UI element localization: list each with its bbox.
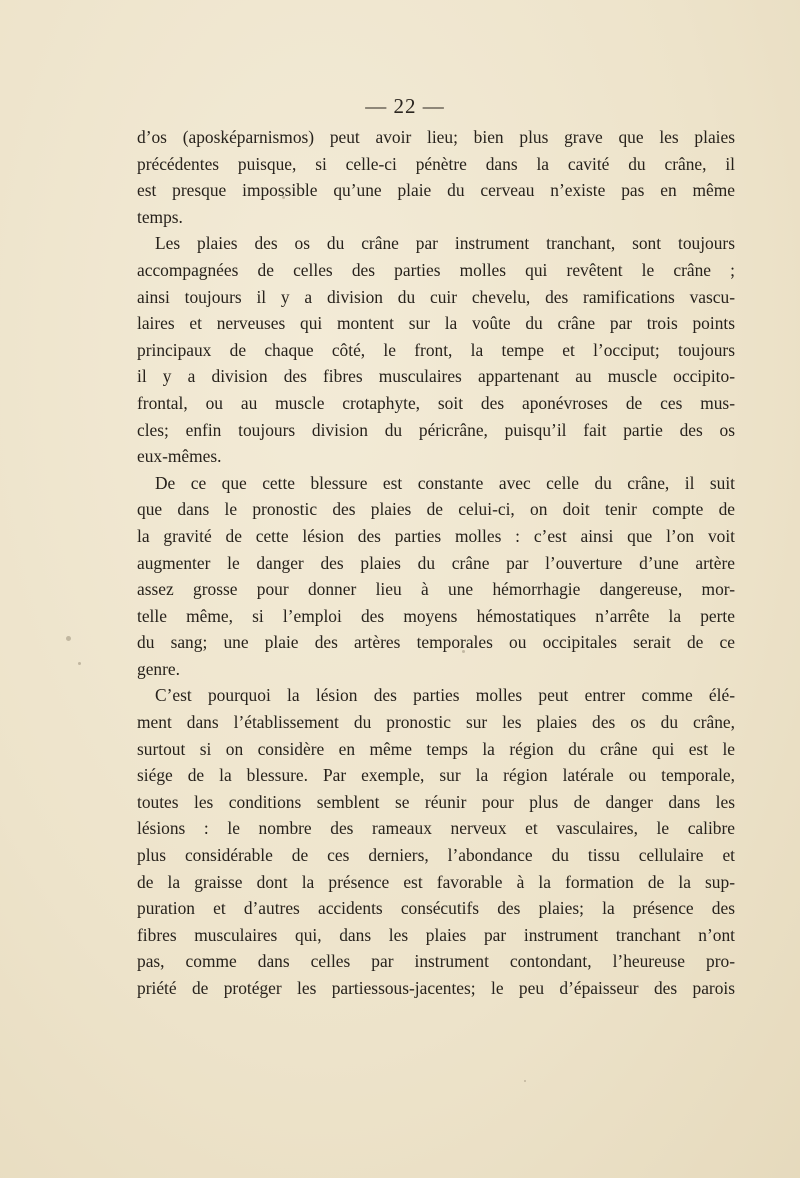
- text-line: de la graisse dont la présence est favorable à la formation de la sup-: [137, 871, 735, 892]
- text-line: surtout si on considère en même temps la région du crâne qui est le: [137, 738, 735, 759]
- text-line: eux-mêmes.: [137, 446, 222, 467]
- text-line: que dans le pronostic des plaies de celui-ci, on doit tenir compte de: [137, 499, 735, 520]
- text-line: d’os (aposképarnismos) peut avoir lieu; bien plus grave que les plaies: [137, 127, 735, 147]
- text-line: fibres musculaires qui, dans les plaies par instrument tranchant n’ont: [137, 924, 735, 945]
- paragraph-4: [137, 682, 735, 1001]
- text-line: assez grosse pour donner lieu à une hémorrhagie dangereuse, mor-: [137, 579, 735, 600]
- text-line: précédentes puisque, si celle-ci pénètre dans la cavité du crâne, il: [137, 153, 735, 174]
- text-line: De ce que cette blessure est constante avec celle du crâne, il suit: [155, 472, 735, 493]
- text-line: genre.: [137, 658, 180, 679]
- text-line: laires et nerveuses qui montent sur la voûte du crâne par trois points: [137, 313, 735, 334]
- text-line: priété de protéger les partiessous-jacentes; le peu d’épaisseur des parois: [137, 978, 735, 998]
- paper-speck: [462, 650, 465, 653]
- text-line: telle même, si l’emploi des moyens hémostatiques n’arrête la perte: [137, 605, 735, 626]
- text-line: frontal, ou au muscle crotaphyte, soit des aponévroses de ces mus-: [137, 392, 735, 413]
- page-number: — 22 —: [365, 94, 445, 118]
- body-text: [137, 124, 735, 1002]
- paper-speck: [66, 636, 71, 641]
- text-line: principaux de chaque côté, le front, la tempe et l’occiput; toujours: [137, 339, 735, 360]
- text-line: cles; enfin toujours division du péricrâne, puisqu’il fait partie des os: [137, 419, 735, 440]
- text-line: lésions : le nombre des rameaux nerveux et vasculaires, le calibre: [137, 818, 735, 839]
- text-line: pas, comme dans celles par instrument contondant, l’heureuse pro-: [137, 951, 735, 972]
- text-line: C’est pourquoi la lésion des parties molles peut entrer comme élé-: [155, 685, 735, 706]
- text-line: toutes les conditions semblent se réunir pour plus de danger dans les: [137, 791, 735, 812]
- text-line: plus considérable de ces derniers, l’abondance du tissu cellulaire et: [137, 845, 735, 866]
- paper-speck: [282, 196, 285, 199]
- text-line: il y a division des fibres musculaires appartenant au muscle occipito-: [137, 366, 735, 387]
- text-line: augmenter le danger des plaies du crâne par l’ouverture d’une artère: [137, 552, 735, 573]
- text-line: du sang; une plaie des artères temporales ou occipitales serait de ce: [137, 632, 735, 653]
- text-line: Les plaies des os du crâne par instrument tranchant, sont toujours: [155, 233, 735, 254]
- paragraph-3: [137, 470, 735, 683]
- paragraph-2: [137, 230, 735, 469]
- paragraph-1: [137, 124, 735, 230]
- paper-speck: [78, 662, 81, 665]
- paper-speck: [524, 1080, 526, 1082]
- text-line: siége de la blessure. Par exemple, sur la région latérale ou temporale,: [137, 765, 735, 786]
- text-line: ainsi toujours il y a division du cuir chevelu, des ramifications vascu-: [137, 286, 735, 307]
- text-line: puration et d’autres accidents consécutifs des plaies; la présence des: [137, 898, 735, 919]
- text-line: accompagnées de celles des parties molles qui revêtent le crâne ;: [137, 259, 735, 280]
- text-line: la gravité de cette lésion des parties molles : c’est ainsi que l’on voit: [137, 525, 735, 546]
- text-line: est presque impossible qu’une plaie du cerveau n’existe pas en même: [137, 180, 735, 201]
- text-line: temps.: [137, 206, 183, 227]
- text-line: ment dans l’établissement du pronostic sur les plaies des os du crâne,: [137, 712, 735, 733]
